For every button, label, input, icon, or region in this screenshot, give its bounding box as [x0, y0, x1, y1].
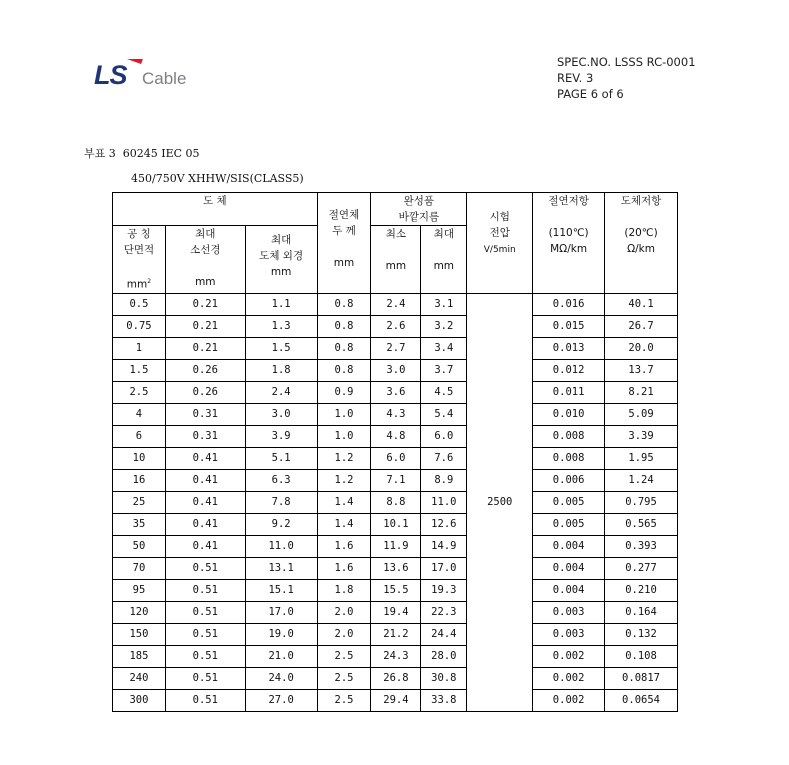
cell-od-max: 3.7 [421, 359, 467, 381]
cell-conductor-resistance: 8.21 [605, 381, 678, 403]
cell-max-cond-od: 15.1 [245, 579, 317, 601]
table-row [113, 469, 678, 491]
cell-od-max: 6.0 [421, 425, 467, 447]
cell-conductor-resistance: 0.132 [605, 623, 678, 645]
header-ir-unit: MΩ/km [550, 243, 588, 255]
cell-nominal-area: 300 [113, 689, 166, 711]
cell-insulation-resistance: 0.010 [533, 403, 605, 425]
table-row [113, 557, 678, 579]
cell-conductor-resistance: 0.277 [605, 557, 678, 579]
cell-max-wire-dia: 0.51 [165, 689, 245, 711]
cell-max-cond-od: 2.4 [245, 381, 317, 403]
cell-insulation-resistance: 0.008 [533, 425, 605, 447]
cell-conductor-resistance: 0.565 [605, 513, 678, 535]
cell-insulation-thickness: 0.8 [317, 293, 371, 315]
cell-max-cond-od: 1.5 [245, 337, 317, 359]
cell-nominal-area: 0.5 [113, 293, 166, 315]
cell-od-min: 2.4 [371, 293, 421, 315]
revision: REV. 3 [557, 71, 594, 85]
page-number: PAGE 6 of 6 [557, 87, 624, 101]
cell-od-min: 24.3 [371, 645, 421, 667]
header-cr-label: 도체저항 [620, 195, 662, 207]
cell-nominal-area: 2.5 [113, 381, 166, 403]
cell-od-max: 22.3 [421, 601, 467, 623]
cell-od-min: 6.0 [371, 447, 421, 469]
cell-nominal-area: 16 [113, 469, 166, 491]
cell-od-min: 19.4 [371, 601, 421, 623]
table-row [113, 315, 678, 337]
header-od-min-label: 최소 [385, 228, 407, 240]
cell-conductor-resistance: 0.108 [605, 645, 678, 667]
cell-max-cond-od: 6.3 [245, 469, 317, 491]
cell-nominal-area: 25 [113, 491, 166, 513]
header-insulation-label: 절연체 두 께 [328, 209, 360, 237]
table-row [113, 403, 678, 425]
cell-od-max: 5.4 [421, 403, 467, 425]
header-od-max-label: 최대 [433, 228, 454, 240]
header-conductor-resistance [605, 193, 678, 294]
cell-insulation-resistance: 0.004 [533, 535, 605, 557]
header-nominal-area-unit: mm [126, 278, 148, 291]
cell-insulation-thickness: 2.5 [317, 689, 371, 711]
cell-max-cond-od: 13.1 [245, 557, 317, 579]
cell-conductor-resistance: 0.393 [605, 535, 678, 557]
cell-od-min: 2.7 [371, 337, 421, 359]
cell-max-cond-od: 9.2 [245, 513, 317, 535]
cell-insulation-thickness: 1.6 [317, 535, 371, 557]
cell-insulation-resistance: 0.002 [533, 667, 605, 689]
cell-max-wire-dia: 0.41 [165, 535, 245, 557]
spec-table [112, 192, 678, 712]
table-row [113, 579, 678, 601]
cell-od-max: 19.3 [421, 579, 467, 601]
cell-insulation-resistance: 0.002 [533, 689, 605, 711]
cell-insulation-resistance: 0.011 [533, 381, 605, 403]
cell-insulation-thickness: 0.8 [317, 359, 371, 381]
header-finished-od: 완성품 바깥지름 [371, 193, 467, 226]
table-row [113, 513, 678, 535]
cell-nominal-area: 1 [113, 337, 166, 359]
header-max-cond-od-unit: mm [270, 266, 292, 278]
header-cr-cond: (20℃) [624, 227, 658, 239]
cell-max-cond-od: 11.0 [245, 535, 317, 557]
cell-od-min: 4.8 [371, 425, 421, 447]
cell-od-min: 29.4 [371, 689, 421, 711]
cell-conductor-resistance: 1.24 [605, 469, 678, 491]
cell-max-cond-od: 27.0 [245, 689, 317, 711]
cell-conductor-resistance: 20.0 [605, 337, 678, 359]
cell-conductor-resistance: 3.39 [605, 425, 678, 447]
document-subtitle: 450/750V XHHW/SIS(CLASS5) [131, 172, 304, 185]
cell-od-max: 7.6 [421, 447, 467, 469]
cell-conductor-resistance: 1.95 [605, 447, 678, 469]
table-row [113, 293, 678, 315]
cell-od-max: 3.1 [421, 293, 467, 315]
cell-insulation-resistance: 0.013 [533, 337, 605, 359]
header-ir-cond: (110℃) [548, 227, 589, 239]
cell-max-cond-od: 7.8 [245, 491, 317, 513]
cell-insulation-thickness: 2.0 [317, 623, 371, 645]
header-test-voltage-label: 시험 전압 [489, 211, 510, 239]
cell-od-min: 21.2 [371, 623, 421, 645]
cell-insulation-resistance: 0.015 [533, 315, 605, 337]
cell-conductor-resistance: 0.164 [605, 601, 678, 623]
cell-nominal-area: 4 [113, 403, 166, 425]
cell-insulation-thickness: 2.0 [317, 601, 371, 623]
cell-insulation-thickness: 2.5 [317, 645, 371, 667]
table-row [113, 359, 678, 381]
cell-od-max: 3.2 [421, 315, 467, 337]
cell-max-wire-dia: 0.31 [165, 403, 245, 425]
cell-max-wire-dia: 0.51 [165, 645, 245, 667]
cell-insulation-thickness: 0.8 [317, 315, 371, 337]
cell-nominal-area: 70 [113, 557, 166, 579]
table-row [113, 601, 678, 623]
cell-nominal-area: 185 [113, 645, 166, 667]
cell-max-wire-dia: 0.26 [165, 359, 245, 381]
cell-od-min: 8.8 [371, 491, 421, 513]
cell-nominal-area: 120 [113, 601, 166, 623]
table-row [113, 447, 678, 469]
cell-od-max: 11.0 [421, 491, 467, 513]
cell-max-wire-dia: 0.21 [165, 315, 245, 337]
cell-insulation-thickness: 1.0 [317, 425, 371, 447]
header-max-wire-dia-unit: mm [195, 276, 216, 288]
cell-nominal-area: 95 [113, 579, 166, 601]
cell-nominal-area: 240 [113, 667, 166, 689]
cell-insulation-resistance: 0.005 [533, 491, 605, 513]
cell-insulation-thickness: 1.2 [317, 469, 371, 491]
header-ir-label: 절연저항 [548, 195, 589, 207]
spec-block [557, 54, 696, 102]
cell-max-cond-od: 5.1 [245, 447, 317, 469]
cell-od-min: 4.3 [371, 403, 421, 425]
cell-max-wire-dia: 0.41 [165, 513, 245, 535]
cell-max-wire-dia: 0.51 [165, 623, 245, 645]
cell-od-max: 14.9 [421, 535, 467, 557]
table-row [113, 623, 678, 645]
cell-insulation-resistance: 0.012 [533, 359, 605, 381]
cell-max-wire-dia: 0.41 [165, 469, 245, 491]
cell-conductor-resistance: 13.7 [605, 359, 678, 381]
cell-max-cond-od: 19.0 [245, 623, 317, 645]
table-row [113, 425, 678, 447]
cell-max-cond-od: 17.0 [245, 601, 317, 623]
table-row [113, 337, 678, 359]
cell-od-min: 26.8 [371, 667, 421, 689]
header-od-max [421, 226, 467, 294]
cell-max-wire-dia: 0.51 [165, 601, 245, 623]
header-max-wire-dia-label: 최대 소선경 [190, 228, 221, 256]
test-voltage-cell: 2500 [467, 293, 533, 711]
table-row [113, 645, 678, 667]
cell-insulation-resistance: 0.006 [533, 469, 605, 491]
header-max-cond-od-label: 최대 도체 외경 [259, 234, 304, 262]
cell-od-max: 3.4 [421, 337, 467, 359]
header-nominal-area-label: 공 칭 단면적 [123, 228, 155, 256]
spec-number: SPEC.NO. LSSS RC-0001 [557, 55, 696, 69]
cell-conductor-resistance: 0.795 [605, 491, 678, 513]
cell-od-min: 13.6 [371, 557, 421, 579]
cell-insulation-resistance: 0.004 [533, 579, 605, 601]
header-max-cond-od [245, 226, 317, 294]
table-row [113, 381, 678, 403]
cell-insulation-thickness: 1.4 [317, 491, 371, 513]
cell-conductor-resistance: 40.1 [605, 293, 678, 315]
cell-nominal-area: 6 [113, 425, 166, 447]
cell-insulation-resistance: 0.003 [533, 623, 605, 645]
cell-od-max: 30.8 [421, 667, 467, 689]
cell-nominal-area: 1.5 [113, 359, 166, 381]
header-nominal-area-sup: 2 [147, 278, 152, 285]
cell-od-min: 2.6 [371, 315, 421, 337]
header-insulation [317, 193, 371, 294]
cell-max-cond-od: 21.0 [245, 645, 317, 667]
cell-conductor-resistance: 26.7 [605, 315, 678, 337]
cell-insulation-resistance: 0.005 [533, 513, 605, 535]
cell-nominal-area: 0.75 [113, 315, 166, 337]
cell-od-max: 33.8 [421, 689, 467, 711]
logo-brand: LS [94, 60, 127, 90]
cell-conductor-resistance: 5.09 [605, 403, 678, 425]
cell-nominal-area: 50 [113, 535, 166, 557]
cell-insulation-thickness: 0.8 [317, 337, 371, 359]
header-conductor: 도 체 [113, 193, 318, 226]
cell-max-wire-dia: 0.21 [165, 293, 245, 315]
cell-od-max: 4.5 [421, 381, 467, 403]
header-nominal-area [113, 226, 166, 294]
cell-od-max: 17.0 [421, 557, 467, 579]
ls-cable-logo [94, 60, 214, 92]
cell-od-min: 11.9 [371, 535, 421, 557]
cell-nominal-area: 10 [113, 447, 166, 469]
cell-max-wire-dia: 0.41 [165, 447, 245, 469]
cell-nominal-area: 150 [113, 623, 166, 645]
cell-insulation-thickness: 1.4 [317, 513, 371, 535]
header-max-wire-dia [165, 226, 245, 294]
cell-max-wire-dia: 0.41 [165, 491, 245, 513]
cell-max-cond-od: 1.3 [245, 315, 317, 337]
table-row [113, 689, 678, 711]
cell-insulation-thickness: 0.9 [317, 381, 371, 403]
header-cr-unit: Ω/km [627, 243, 655, 255]
logo-product: Cable [142, 69, 187, 88]
cell-max-wire-dia: 0.31 [165, 425, 245, 447]
cell-od-max: 12.6 [421, 513, 467, 535]
cell-insulation-thickness: 1.8 [317, 579, 371, 601]
cell-nominal-area: 35 [113, 513, 166, 535]
cell-max-wire-dia: 0.51 [165, 667, 245, 689]
cell-od-min: 10.1 [371, 513, 421, 535]
header-od-max-unit: mm [433, 260, 455, 272]
cell-max-cond-od: 3.0 [245, 403, 317, 425]
cell-insulation-thickness: 1.2 [317, 447, 371, 469]
cell-od-max: 8.9 [421, 469, 467, 491]
cell-max-cond-od: 3.9 [245, 425, 317, 447]
table-row [113, 667, 678, 689]
cell-insulation-resistance: 0.002 [533, 645, 605, 667]
cell-insulation-resistance: 0.003 [533, 601, 605, 623]
cell-od-min: 3.6 [371, 381, 421, 403]
cell-od-max: 24.4 [421, 623, 467, 645]
cell-max-wire-dia: 0.26 [165, 381, 245, 403]
cell-od-min: 7.1 [371, 469, 421, 491]
cell-insulation-thickness: 1.0 [317, 403, 371, 425]
cell-insulation-resistance: 0.016 [533, 293, 605, 315]
cell-od-min: 15.5 [371, 579, 421, 601]
cell-conductor-resistance: 0.0817 [605, 667, 678, 689]
table-row [113, 535, 678, 557]
cell-conductor-resistance: 0.0654 [605, 689, 678, 711]
cell-od-min: 3.0 [371, 359, 421, 381]
cell-od-max: 28.0 [421, 645, 467, 667]
header-test-voltage [467, 193, 533, 294]
cell-insulation-thickness: 1.6 [317, 557, 371, 579]
cell-insulation-resistance: 0.004 [533, 557, 605, 579]
cell-insulation-thickness: 2.5 [317, 667, 371, 689]
cell-max-wire-dia: 0.51 [165, 579, 245, 601]
header-insulation-resistance [533, 193, 605, 294]
cell-max-cond-od: 24.0 [245, 667, 317, 689]
cell-max-wire-dia: 0.51 [165, 557, 245, 579]
cell-max-wire-dia: 0.21 [165, 337, 245, 359]
header-insulation-unit: mm [333, 257, 355, 269]
header-test-voltage-unit: V/5min [483, 245, 516, 255]
document-title: 부표 3 60245 IEC 05 [84, 147, 200, 160]
cell-insulation-resistance: 0.008 [533, 447, 605, 469]
header-od-min-unit: mm [385, 260, 407, 272]
cell-max-cond-od: 1.8 [245, 359, 317, 381]
header-od-min [371, 226, 421, 294]
logo-swoosh-icon [125, 59, 143, 64]
cell-conductor-resistance: 0.210 [605, 579, 678, 601]
cell-max-cond-od: 1.1 [245, 293, 317, 315]
table-row [113, 491, 678, 513]
